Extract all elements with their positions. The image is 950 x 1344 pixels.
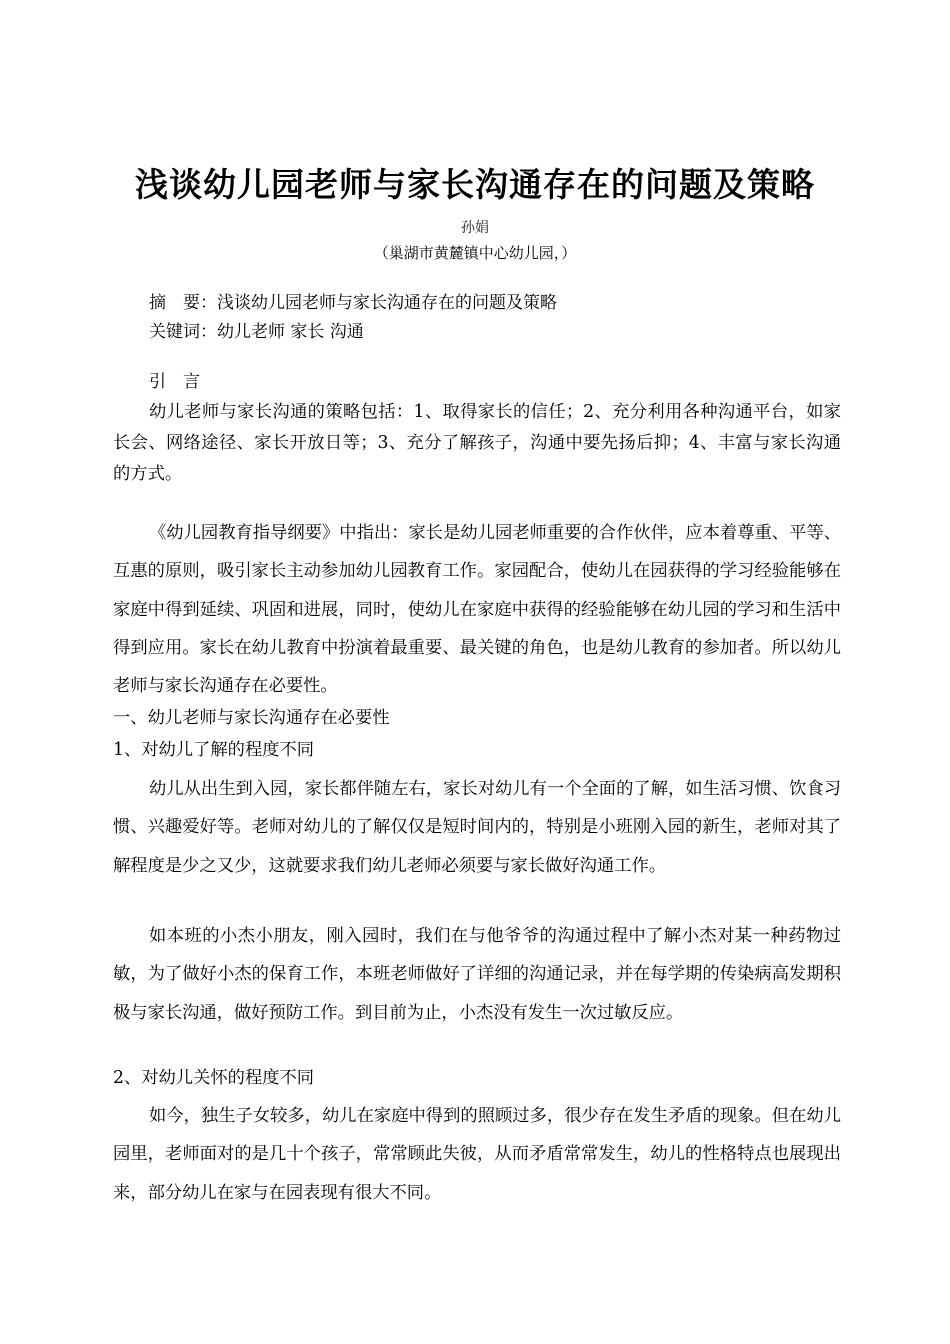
body-paragraph: 《幼儿园教育指导纲要》中指出：家长是幼儿园老师重要的合作伙伴，应本着尊重、平等、互惠的原则，吸引家长主动参加幼儿园教育工作。家园配合，使幼儿在园获得的学习经验能够在家庭中得到延续、巩固和进展，同时，使幼儿在家庭中获得的经验能够在幼儿园的学习和生活中得到应用。家长在幼儿教育中扮演着最重要、最关键的角色，也是幼儿教育的参加者。所以幼儿老师与家长沟通存在必要性。 bbox=[113, 523, 841, 697]
abstract-line: 摘 要：浅谈幼儿园老师与家长沟通存在的问题及策略 bbox=[149, 293, 557, 313]
body-paragraph: 如今，独生子女较多，幼儿在家庭中得到的照顾过多，很少存在发生矛盾的现象。但在幼儿园里，老师面对的是几十个孩子，常常顾此失彼，从而矛盾常常发生，幼儿的性格特点也展现出来，部分幼儿在家与在园表现有很大不同。 bbox=[113, 1106, 841, 1203]
body-paragraph: 如本班的小杰小朋友，刚入园时，我们在与他爷爷的沟通过程中了解小杰对某一种药物过敏，为了做好小杰的保育工作，本班老师做好了详细的沟通记录，并在每学期的传染病高发期积极与家长沟通，做好预防工作。到目前为止，小杰没有发生一次过敏反应。 bbox=[113, 926, 841, 1023]
subsection-heading: 2、对幼儿关怀的程度不同 bbox=[113, 1068, 315, 1088]
intro-heading: 引 言 bbox=[149, 372, 200, 392]
document-title: 浅谈幼儿园老师与家长沟通存在的问题及策略 bbox=[135, 165, 815, 204]
keywords-line: 关键词：幼儿老师 家长 沟通 bbox=[149, 322, 364, 342]
body-paragraph: 幼儿从出生到入园，家长都伴随左右，家长对幼儿有一个全面的了解，如生活习惯、饮食习惯、兴趣爱好等。老师对幼儿的了解仅仅是短时间内的，特别是小班刚入园的新生，老师对其了解程度是少之又少，这就要求我们幼儿老师必须要与家长做好沟通工作。 bbox=[113, 779, 841, 876]
subsection-heading: 1、对幼儿了解的程度不同 bbox=[113, 740, 315, 760]
section-heading: 一、幼儿老师与家长沟通存在必要性 bbox=[113, 708, 390, 728]
intro-paragraph: 幼儿老师与家长沟通的策略包括：1、取得家长的信任；2、充分利用各种沟通平台，如家长会、网络途径、家长开放日等；3、充分了解孩子，沟通中要先扬后抑；4、丰富与家长沟通的方式。 bbox=[113, 402, 841, 484]
author-name: 孙娟 bbox=[461, 220, 489, 236]
author-affiliation: （巢湖市黄麓镇中心幼儿园，） bbox=[373, 244, 577, 262]
